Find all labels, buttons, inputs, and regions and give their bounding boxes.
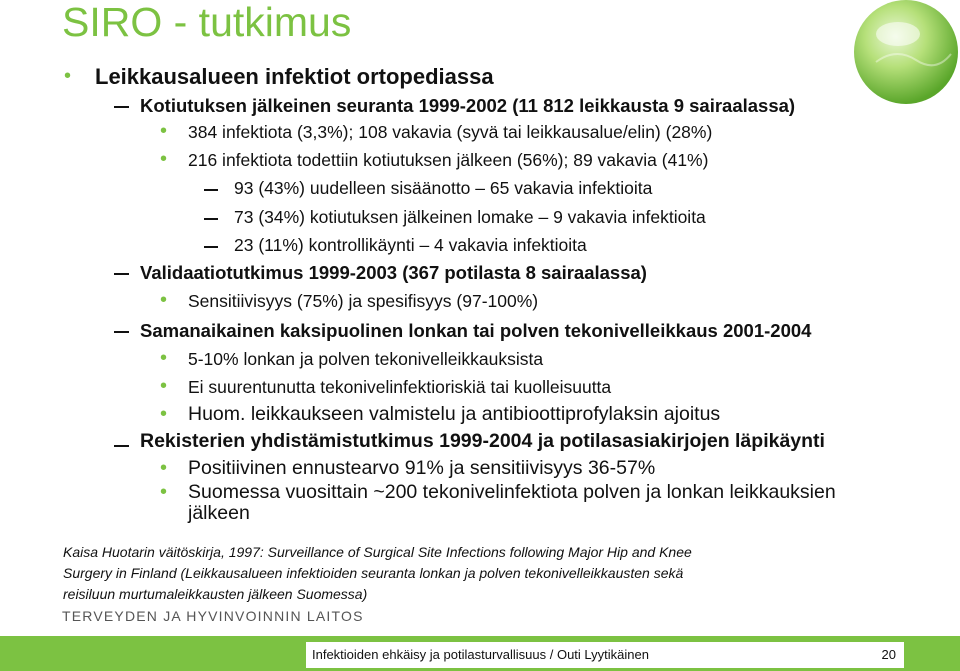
dash-marker [204, 246, 218, 248]
list-item: Leikkausalueen infektiot ortopediassa [95, 64, 494, 89]
bullet-marker: • [160, 375, 168, 397]
bullet-marker: • [64, 65, 72, 87]
footnote-line: reisiluun murtumaleikkausten jälkeen Suomessa) [63, 586, 368, 602]
list-item: Kotiutuksen jälkeinen seuranta 1999-2002 (11 812 leikkausta 9 sairaalassa) [140, 95, 796, 116]
bullet-marker: • [160, 289, 168, 311]
dash-marker [114, 106, 129, 108]
list-item: 5-10% lonkan ja polven tekonivelleikkauksista [188, 349, 544, 369]
dash-marker [204, 189, 218, 191]
bullet-marker: • [160, 347, 168, 369]
institute-name: TERVEYDEN JA HYVINVOINNIN LAITOS [62, 608, 364, 624]
slide-title: SIRO - tutkimus [62, 0, 352, 45]
list-item: 384 infektiota (3,3%); 108 vakavia (syvä tai leikkausalue/elin) (28%) [188, 122, 713, 142]
bullet-marker: • [160, 148, 168, 170]
list-item: Rekisterien yhdistämistutkimus 1999-2004 ja potilasasiakirjojen läpikäynti [140, 430, 825, 452]
list-item: Sensitiivisyys (75%) ja spesifisyys (97-100%) [188, 291, 539, 311]
bullet-marker: • [160, 120, 168, 142]
page-number: 20 [881, 647, 896, 662]
dash-marker [114, 445, 129, 447]
bullet-marker: • [160, 457, 168, 479]
bullet-marker: • [160, 481, 168, 503]
bullet-marker: • [160, 403, 168, 425]
footer-text: Infektioiden ehkäisy ja potilasturvallisuus / Outi Lyytikäinen [312, 647, 649, 662]
dash-marker [114, 273, 129, 275]
footnote-line: Kaisa Huotarin väitöskirja, 1997: Surveillance of Surgical Site Infections following Major Hip and Knee [63, 544, 692, 560]
list-item-continuation: jälkeen [188, 502, 250, 524]
list-item: 216 infektiota todettiin kotiutuksen jälkeen (56%); 89 vakavia (41%) [188, 150, 709, 170]
footnote-line: Surgery in Finland (Leikkausalueen infektioiden seuranta lonkan ja polven tekonivelleikkausten sekä [63, 565, 684, 581]
dash-marker [114, 331, 129, 333]
footer-box [306, 642, 904, 668]
list-item: 93 (43%) uudelleen sisäänotto – 65 vakavia infektioita [234, 178, 653, 198]
list-item: 23 (11%) kontrollikäynti – 4 vakavia infektioita [234, 235, 587, 255]
list-item: Validaatiotutkimus 1999-2003 (367 potilasta 8 sairaalassa) [140, 262, 647, 283]
list-item: Huom. leikkaukseen valmistelu ja antibioottiprofylaksin ajoitus [188, 403, 721, 425]
dash-marker [204, 218, 218, 220]
list-item: Positiivinen ennustearvo 91% ja sensitiivisyys 36-57% [188, 457, 656, 479]
green-globe-icon [846, 0, 960, 112]
list-item: Ei suurentunutta tekonivelinfektioriskiä tai kuolleisuutta [188, 377, 612, 397]
list-item: 73 (34%) kotiutuksen jälkeinen lomake – 9 vakavia infektioita [234, 207, 706, 227]
list-item: Suomessa vuosittain ~200 tekonivelinfektiota polven ja lonkan leikkauksien [188, 481, 836, 503]
list-item: Samanaikainen kaksipuolinen lonkan tai polven tekonivelleikkaus 2001-2004 [140, 320, 812, 341]
footnote [63, 542, 853, 605]
